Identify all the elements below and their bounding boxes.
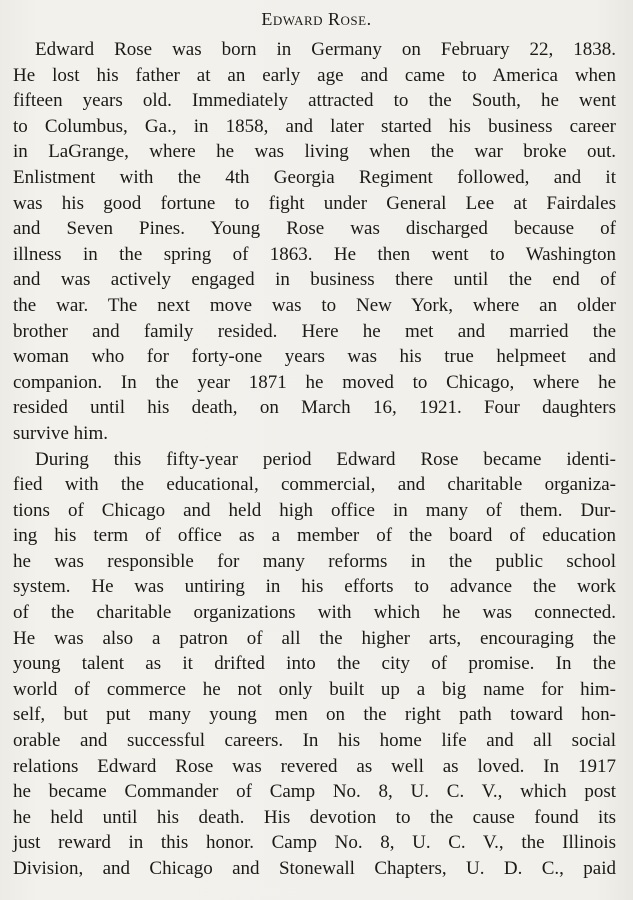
article-body	[13, 37, 616, 882]
text-line: was his good fortune to fight under General Lee at Fairdales	[13, 192, 616, 214]
article-title: Edward Rose.	[261, 9, 372, 29]
text-line: woman who for forty-one years was his true helpmeet and	[13, 346, 616, 368]
text-line: fied with the educational, commercial, and charitable organiza-	[13, 474, 616, 496]
paragraph-1	[13, 37, 616, 447]
text-line: Enlistment with the 4th Georgia Regiment followed, and it	[13, 166, 616, 188]
text-line: he was responsible for many reforms in the public school	[13, 550, 616, 572]
text-line: fifteen years old. Immediately attracted to the South, he went	[13, 90, 616, 112]
text-line: ing his term of office as a member of the board of education	[13, 525, 616, 547]
text-line: he became Commander of Camp No. 8, U. C. V., which post	[13, 781, 616, 803]
text-line: He lost his father at an early age and came to America when	[13, 64, 616, 86]
text-line: Edward Rose was born in Germany on February 22, 1838.	[35, 39, 616, 60]
text-line: world of commerce he not only built up a big name for him-	[13, 678, 616, 700]
text-line: survive him.	[13, 422, 108, 444]
text-line: relations Edward Rose was revered as well as loved. In 1917	[13, 755, 616, 777]
text-line: He was also a patron of all the higher arts, encouraging the	[13, 627, 616, 649]
text-line: he held until his death. His devotion to the cause found its	[13, 806, 616, 828]
text-line: companion. In the year 1871 he moved to Chicago, where he	[13, 371, 616, 393]
paragraph-2	[13, 447, 616, 882]
text-line: and Seven Pines. Young Rose was discharged because of	[13, 218, 616, 240]
text-line: young talent as it drifted into the city of promise. In the	[13, 653, 616, 675]
text-line: in LaGrange, where he was living when the war broke out.	[13, 141, 616, 163]
text-line: illness in the spring of 1863. He then went to Washington	[13, 243, 616, 265]
text-line: and was actively engaged in business there until the end of	[13, 269, 616, 291]
text-line: orable and successful careers. In his home life and all social	[13, 730, 616, 752]
text-line: resided until his death, on March 16, 1921. Four daughters	[13, 397, 616, 419]
text-line: system. He was untiring in his efforts to advance the work	[13, 576, 616, 598]
text-line: to Columbus, Ga., in 1858, and later started his business career	[13, 115, 616, 137]
text-line: of the charitable organizations with which he was connected.	[13, 602, 616, 624]
text-line: During this fifty-year period Edward Rose became identi-	[35, 448, 616, 470]
text-line: just reward in this honor. Camp No. 8, U. C. V., the Illinois	[13, 832, 616, 854]
text-line: self, but put many young men on the right path toward hon-	[13, 704, 616, 726]
text-line: tions of Chicago and held high office in many of them. Dur-	[13, 499, 616, 521]
text-line: the war. The next move was to New York, where an older	[13, 294, 616, 316]
text-line: brother and family resided. Here he met and married the	[13, 320, 616, 342]
text-line: Division, and Chicago and Stonewall Chapters, U. D. C., paid	[13, 858, 616, 879]
